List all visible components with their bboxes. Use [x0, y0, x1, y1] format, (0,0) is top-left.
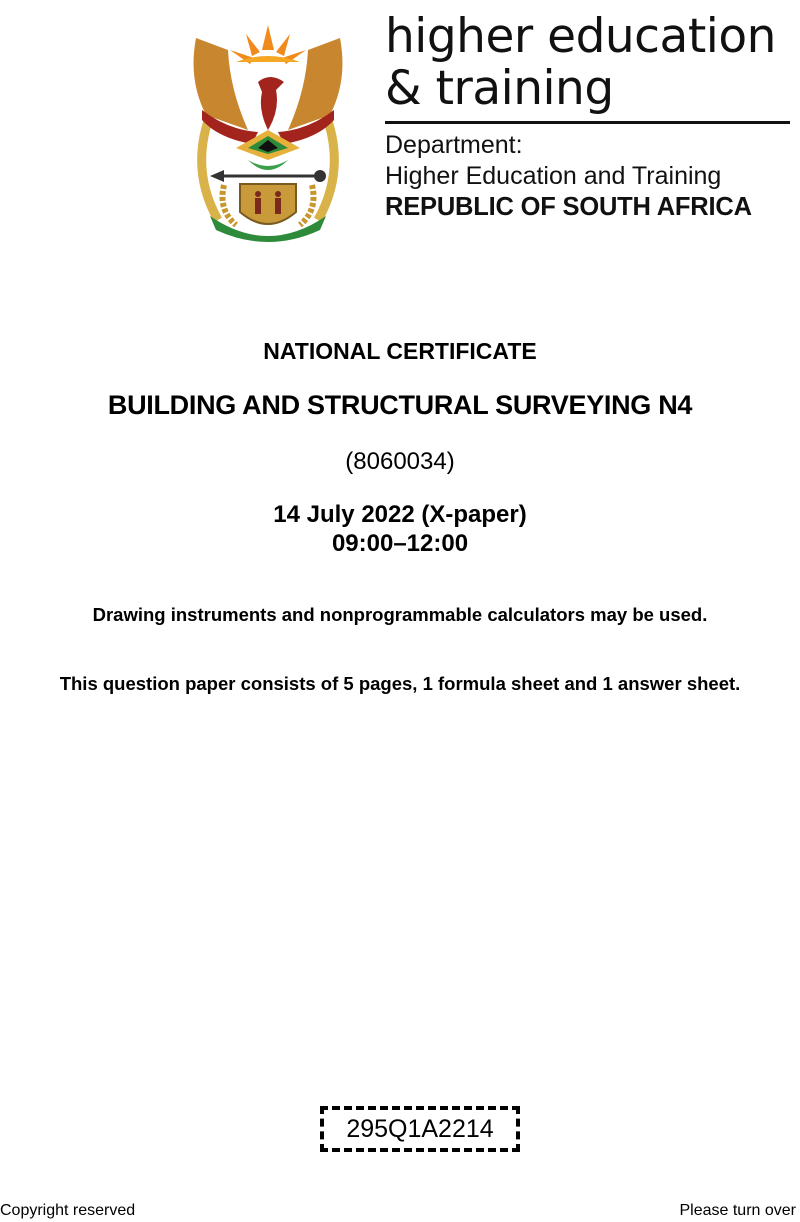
footer-turn-over: Please turn over — [679, 1202, 796, 1219]
exam-date: 14 July 2022 (X-paper) — [273, 501, 527, 528]
coat-of-arms-logo — [188, 20, 348, 242]
certificate-title: NATIONAL CERTIFICATE — [263, 338, 537, 364]
department-name: Higher Education and Training — [385, 162, 722, 190]
coat-of-arms-icon — [188, 20, 348, 242]
subject-title: BUILDING AND STRUCTURAL SURVEYING N4 — [107, 390, 693, 420]
department-label: Department: — [385, 131, 523, 159]
exam-time: 09:00–12:00 — [331, 530, 469, 557]
paper-code: 295Q1A2214 — [346, 1114, 494, 1143]
pages-note: This question paper consists of 5 pages, 1 formula sheet and 1 answer sheet. — [59, 673, 741, 694]
instruments-note: Drawing instruments and nonprogrammable calculators may be used. — [92, 604, 708, 625]
paper-code-box — [320, 1106, 520, 1152]
brand-title-line1: higher education — [385, 9, 776, 64]
footer-copyright: Copyright reserved — [0, 1202, 136, 1219]
brand-title-line2: & training — [385, 61, 614, 116]
brand-divider — [385, 121, 790, 124]
subject-code: (8060034) — [345, 448, 455, 475]
country-name: REPUBLIC OF SOUTH AFRICA — [385, 193, 752, 221]
